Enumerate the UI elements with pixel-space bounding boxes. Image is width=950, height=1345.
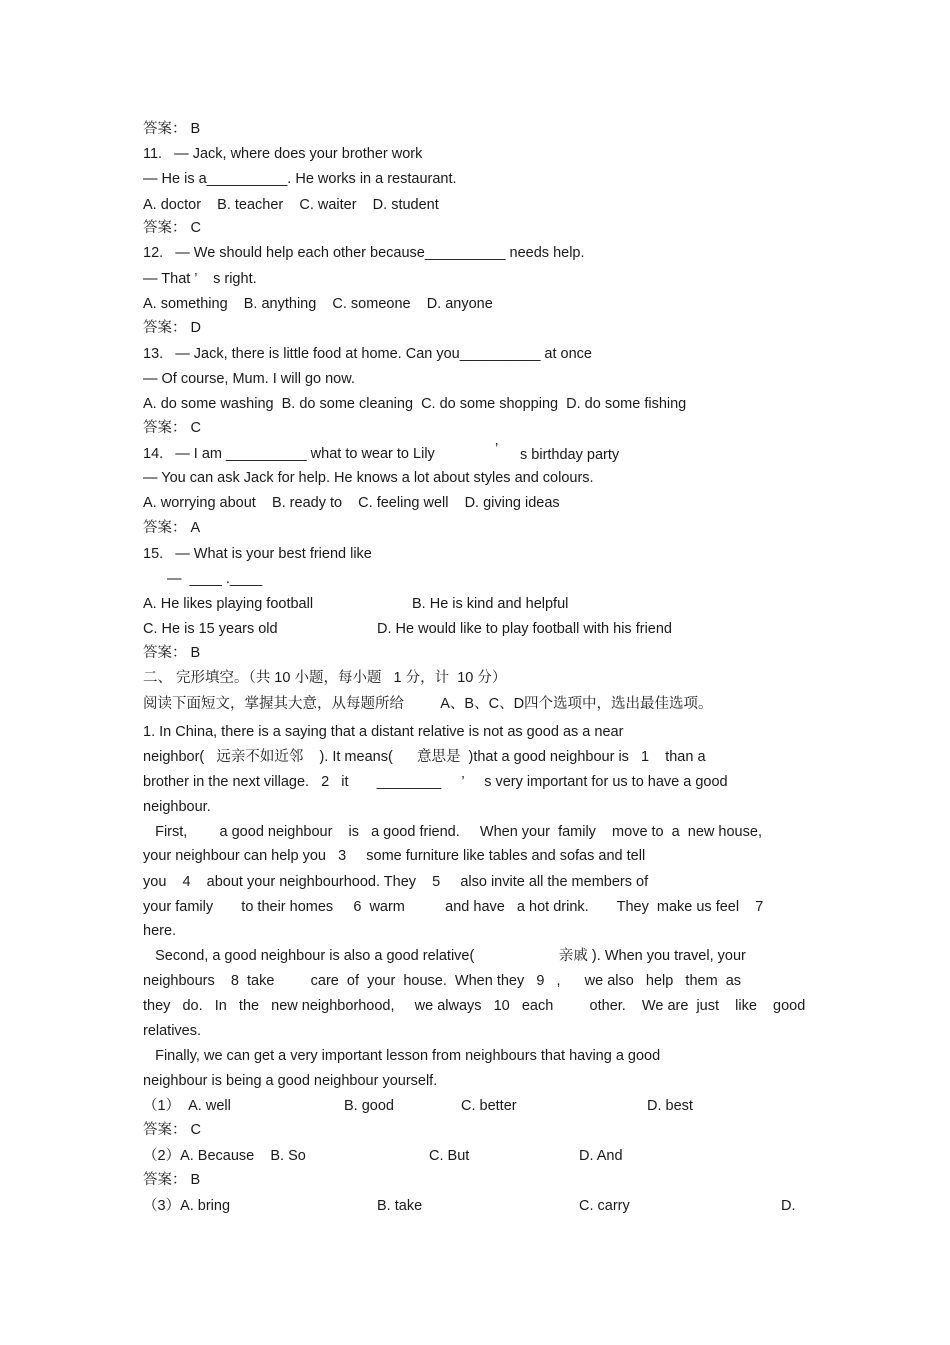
question-13-reply: — Of course, Mum. I will go now. xyxy=(143,371,355,387)
passage-line-12: they do. In the new neighborhood, we always 10 each other. We are just like good xyxy=(143,998,806,1014)
cloze-2-option-c: C. But xyxy=(429,1148,470,1164)
question-15-option-a: A. He likes playing football xyxy=(143,596,314,612)
passage-line-7: you 4 about your neighbourhood. They 5 also invite all the members of xyxy=(143,874,649,890)
passage-line-13: relatives. xyxy=(143,1023,202,1039)
question-15-option-b: B. He is kind and helpful xyxy=(412,596,569,612)
question-15: 15. — What is your best friend like xyxy=(143,546,372,562)
question-15-option-c: C. He is 15 years old xyxy=(143,621,278,637)
cloze-3-option-c: C. carry xyxy=(579,1198,630,1214)
cloze-3-option-a: （3）A. bring xyxy=(143,1198,231,1214)
question-15-reply: — ____ .____ xyxy=(167,571,263,587)
answer-13: 答案： C xyxy=(143,420,201,436)
answer-12: 答案： D xyxy=(143,320,201,336)
passage-line-5: First, a good neighbour is a good friend. When your family move to a new house, xyxy=(143,824,762,840)
passage-line-6: your neighbour can help you 3 some furniture like tables and sofas and tell xyxy=(143,848,646,864)
question-11-options: A. doctor B. teacher C. waiter D. student xyxy=(143,197,439,213)
answer-15: 答案： B xyxy=(143,645,201,661)
cloze-2-answer: 答案： B xyxy=(143,1172,201,1188)
passage-line-2: neighbor( 远亲不如近邻 ). It means( 意思是 )that a good neighbour is 1 than a xyxy=(143,749,706,765)
question-14-apostrophe: ’ xyxy=(495,441,499,457)
cloze-3-option-b: B. take xyxy=(377,1198,423,1214)
passage-line-11: neighbours 8 take care of your house. When they 9 , we also help them as xyxy=(143,973,742,989)
section-two-instructions: 阅读下面短文，掌握其大意，从每题所给 A、B、C、D四个选项中，选出最佳选项。 xyxy=(143,696,713,712)
passage-line-14: Finally, we can get a very important lesson from neighbours that having a good xyxy=(143,1048,661,1064)
question-13: 13. — Jack, there is little food at home. Can you__________ at once xyxy=(143,346,592,362)
question-13-options: A. do some washing B. do some cleaning C. do some shopping D. do some fishing xyxy=(143,396,687,412)
passage-line-10: Second, a good neighbour is also a good relative( 亲戚 ). When you travel, your xyxy=(143,948,746,964)
question-14-reply: — You can ask Jack for help. He knows a lot about styles and colours. xyxy=(143,470,594,486)
passage-line-4: neighbour. xyxy=(143,799,211,815)
passage-line-9: here. xyxy=(143,923,177,939)
cloze-1-option-d: D. best xyxy=(647,1098,693,1114)
passage-line-1: 1. In China, there is a saying that a distant relative is not as good as a near xyxy=(143,724,624,740)
question-11: 11. — Jack, where does your brother work xyxy=(143,146,423,162)
question-12-reply: — That ’ s right. xyxy=(143,271,257,287)
cloze-1-answer: 答案： C xyxy=(143,1122,201,1138)
question-12: 12. — We should help each other because__________ needs help. xyxy=(143,245,585,261)
passage-line-8: your family to their homes 6 warm and have a hot drink. They make us feel 7 xyxy=(143,899,764,915)
cloze-1-option-a: （1） A. well xyxy=(143,1098,231,1114)
question-14-options: A. worrying about B. ready to C. feeling well D. giving ideas xyxy=(143,495,560,511)
question-11-reply: — He is a__________. He works in a restaurant. xyxy=(143,171,457,187)
cloze-1-option-c: C. better xyxy=(461,1098,517,1114)
passage-line-15: neighbour is being a good neighbour yourself. xyxy=(143,1073,438,1089)
question-14-tail: s birthday party xyxy=(520,447,620,463)
section-two-heading: 二、 完形填空。（共 10 小题，每小题 1 分，计 10 分） xyxy=(143,670,507,686)
cloze-1-option-b: B. good xyxy=(344,1098,394,1114)
passage-line-3: brother in the next village. 2 it ________ ’ s very important for us to have a good xyxy=(143,774,728,790)
cloze-3-option-d: D. xyxy=(781,1198,796,1214)
answer-14: 答案： A xyxy=(143,520,201,536)
question-15-option-d: D. He would like to play football with his friend xyxy=(377,621,672,637)
answer-11: 答案： C xyxy=(143,220,201,236)
cloze-2-option-d: D. And xyxy=(579,1148,623,1164)
answer-10: 答案： B xyxy=(143,121,201,137)
question-14: 14. — I am __________ what to wear to Lily xyxy=(143,446,435,462)
cloze-2-options-ab: （2）A. Because B. So xyxy=(143,1148,306,1164)
question-12-options: A. something B. anything C. someone D. anyone xyxy=(143,296,493,312)
